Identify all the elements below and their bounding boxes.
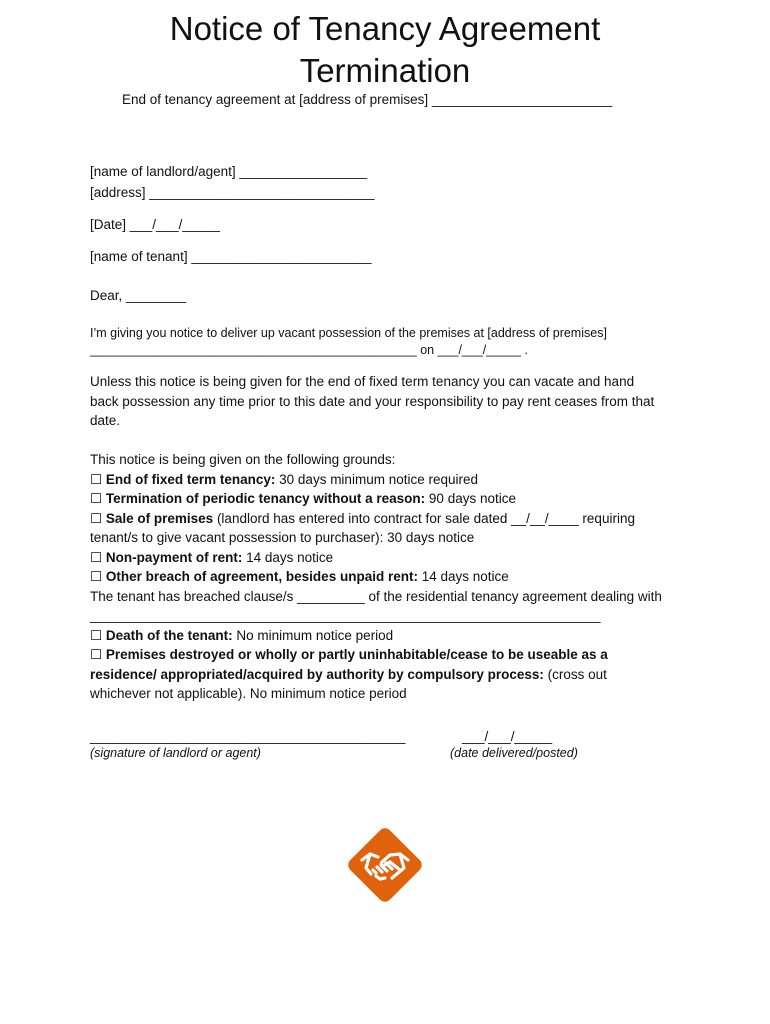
unless-line-2: back possession any time prior to this date and your responsibility to pay rent ceases from that: [90, 393, 655, 409]
date-delivered-caption: (date delivered/posted): [450, 746, 578, 760]
unless-paragraph: [90, 372, 690, 431]
checkbox-icon[interactable]: ☐: [90, 510, 103, 526]
ground-other-breach-clause: The tenant has breached clause/s _________ of the residential tenancy agreement dealing with: [90, 588, 662, 604]
ground-non-payment: [90, 548, 690, 568]
ground-premises-destroyed: [90, 645, 690, 665]
handshake-icon: [340, 820, 430, 910]
ground-detail: 30 days minimum notice required: [275, 471, 478, 487]
unless-line-3: date.: [90, 413, 121, 428]
landlord-field: [name of landlord/agent] _________________: [90, 164, 367, 179]
ground-detail: No minimum notice period: [232, 627, 394, 643]
notice-line-2: _______________________________________________ on ___/___/_____ .: [90, 343, 528, 357]
ground-fixed-term: [90, 470, 690, 490]
ground-detail: 14 days notice: [242, 549, 334, 565]
checkbox-icon[interactable]: ☐: [90, 491, 103, 506]
checkbox-icon[interactable]: ☐: [90, 569, 103, 584]
ground-premises-destroyed-continued: [90, 665, 690, 685]
ground-periodic: [90, 489, 690, 509]
title-line-1: Notice of Tenancy Agreement: [169, 10, 601, 47]
ground-detail: 14 days notice: [417, 569, 509, 584]
checkbox-icon[interactable]: ☐: [90, 647, 103, 662]
ground-label: residence/ appropriated/acquired by authority by compulsory process:: [90, 666, 544, 682]
ground-label: Death of the tenant:: [105, 627, 233, 643]
ground-label: Premises destroyed or wholly or partly uninhabitable/cease to be useable as a: [105, 647, 608, 662]
ground-detail: (cross out: [543, 666, 607, 682]
document-title: [0, 8, 770, 92]
grounds-section: [90, 450, 690, 704]
ground-detail: (landlord has entered into contract for sale dated __/__/____ requiring: [213, 510, 635, 526]
checkbox-icon[interactable]: ☐: [90, 549, 103, 565]
subtitle: End of tenancy agreement at [address of premises] ________________________: [122, 92, 613, 107]
notice-line-1: I’m giving you notice to deliver up vacant possession of the premises at [address of premises]: [90, 326, 607, 340]
ground-detail: 90 days notice: [425, 491, 516, 506]
ground-premises-destroyed-note: whichever not applicable). No minimum notice period: [90, 686, 407, 701]
ground-other-breach: [90, 567, 690, 587]
checkbox-icon[interactable]: ☐: [90, 471, 103, 487]
date-field: [Date] ___/___/_____: [90, 217, 220, 232]
title-line-2: Termination: [299, 52, 471, 89]
ground-sale: [90, 509, 690, 529]
salutation: Dear, ________: [90, 288, 187, 303]
ground-label: Other breach of agreement, besides unpaid rent:: [105, 569, 418, 584]
ground-label: Sale of premises: [105, 510, 214, 526]
handshake-logo: [340, 820, 430, 910]
checkbox-icon[interactable]: ☐: [90, 627, 103, 643]
ground-label: Non-payment of rent:: [105, 549, 243, 565]
grounds-intro: This notice is being given on the following grounds:: [90, 452, 396, 467]
ground-label: Termination of periodic tenancy without a reason:: [105, 491, 426, 506]
ground-label: End of fixed term tenancy:: [105, 471, 276, 487]
ground-other-breach-blank: ____________________________________________________________________: [90, 608, 601, 623]
signature-line: __________________________________________: [90, 729, 406, 744]
address-field: [address] ______________________________: [90, 185, 375, 200]
tenant-field: [name of tenant] ________________________: [90, 249, 372, 264]
date-delivered-line: ___/___/_____: [462, 729, 553, 744]
signature-caption: (signature of landlord or agent): [90, 746, 261, 760]
ground-sale-continued: tenant/s to give vacant possession to purchaser): 30 days notice: [90, 530, 475, 545]
unless-line-1: Unless this notice is being given for the end of fixed term tenancy you can vacate and hand: [90, 374, 635, 389]
ground-death: [90, 626, 690, 646]
